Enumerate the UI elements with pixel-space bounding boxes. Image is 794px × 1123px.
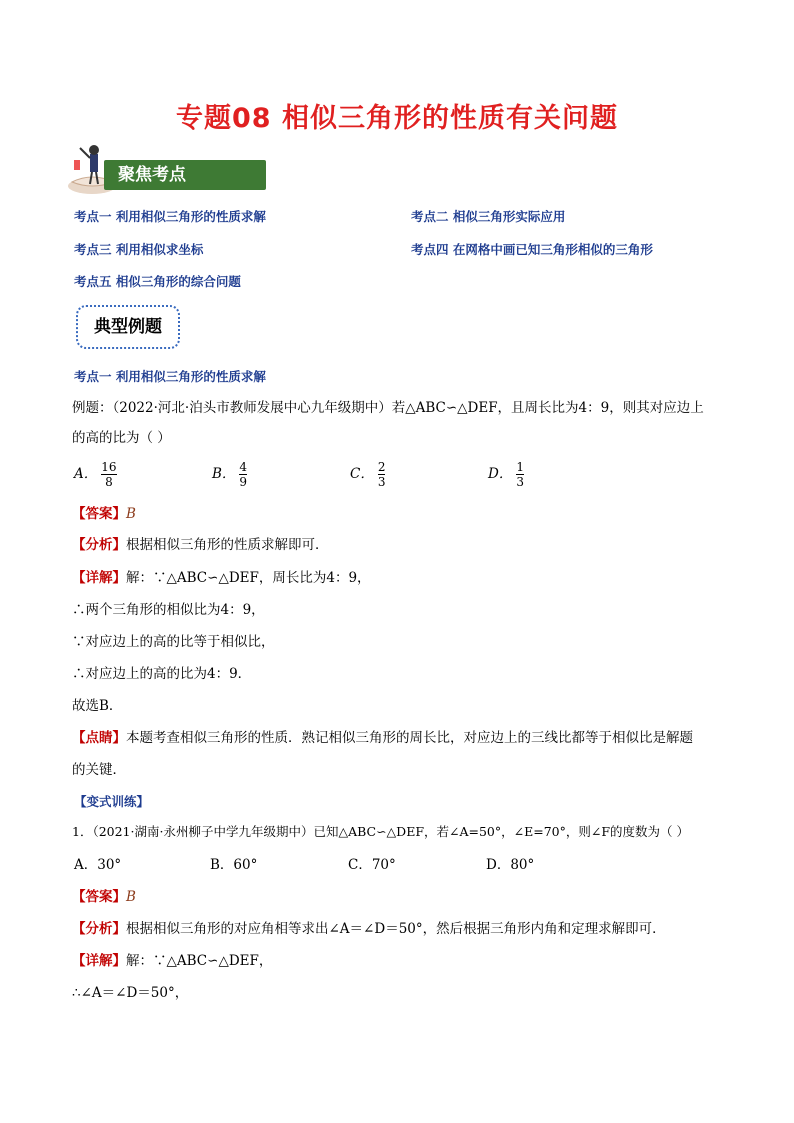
analysis-line: 【分析】根据相似三角形的性质求解即可． bbox=[72, 537, 329, 553]
topic-5[interactable]: 考点五 相似三角形的综合问题 bbox=[74, 274, 241, 289]
example-line-2: 的高的比为（ ） bbox=[72, 430, 171, 446]
detail-line-5: 故选B． bbox=[72, 698, 123, 714]
detail-line-4: ∴对应边上的高的比为4：9． bbox=[72, 666, 252, 682]
comment-line-1: 【点睛】本题考查相似三角形的性质．熟记相似三角形的周长比，对应边上的三线比都等于相似比是解题 bbox=[72, 730, 693, 746]
q1-answer-line: 【答案】B bbox=[72, 889, 136, 905]
q1-analysis-line: 【分析】根据相似三角形的对应角相等求出∠A＝∠D＝50°，然后根据三角形内角和定理求解即可． bbox=[72, 921, 666, 937]
example-line-1: 例题：（2022·河北·泊头市教师发展中心九年级期中）若△ABC∽△DEF，且周长比为4：9，则其对应边上 bbox=[72, 400, 704, 416]
q1-option-b: B．60° bbox=[210, 857, 258, 873]
topic-4[interactable]: 考点四 在网格中画已知三角形相似的三角形 bbox=[411, 242, 653, 257]
page-title: 专题08 相似三角形的性质有关问题 bbox=[176, 103, 618, 134]
answer-line: 【答案】B bbox=[72, 506, 136, 522]
training-title: 【变式训练】 bbox=[74, 794, 150, 809]
typical-examples-box: 典型例题 bbox=[76, 305, 180, 349]
banner-label: 聚焦考点 bbox=[104, 160, 266, 190]
q1-option-c: C．70° bbox=[348, 857, 396, 873]
option-d: D． $\frac{1}{3}$ bbox=[488, 460, 524, 489]
q1-detail-line-1: 【详解】解：∵△ABC∽△DEF， bbox=[72, 953, 273, 969]
q1-detail-line-2: ∴∠A＝∠D＝50°， bbox=[72, 985, 189, 1001]
q1-option-a: A．30° bbox=[74, 857, 122, 873]
section-title: 考点一 利用相似三角形的性质求解 bbox=[74, 369, 266, 384]
option-a: A． $\frac{16}{8}$ bbox=[74, 460, 117, 489]
detail-line-1: 【详解】解：∵△ABC∽△DEF，周长比为4：9， bbox=[72, 570, 371, 586]
q1-stem: 1．（2021·湖南·永州柳子中学九年级期中）已知△ABC∽△DEF，若∠A=50°，∠E=70°，则∠F的度数为（ ） bbox=[72, 824, 689, 839]
detail-line-3: ∵对应边上的高的比等于相似比， bbox=[72, 634, 275, 650]
topic-2[interactable]: 考点二 相似三角形实际应用 bbox=[411, 209, 566, 224]
option-c: C． $\frac{2}{3}$ bbox=[350, 460, 386, 489]
topic-1[interactable]: 考点一 利用相似三角形的性质求解 bbox=[74, 209, 266, 224]
section-banner bbox=[66, 142, 206, 196]
detail-line-2: ∴两个三角形的相似比为4：9， bbox=[72, 602, 265, 618]
topic-3[interactable]: 考点三 利用相似求坐标 bbox=[74, 242, 204, 257]
q1-option-d: D．80° bbox=[486, 857, 535, 873]
option-b: B． $\frac{4}{9}$ bbox=[212, 460, 248, 489]
comment-line-2: 的关键． bbox=[72, 762, 126, 778]
